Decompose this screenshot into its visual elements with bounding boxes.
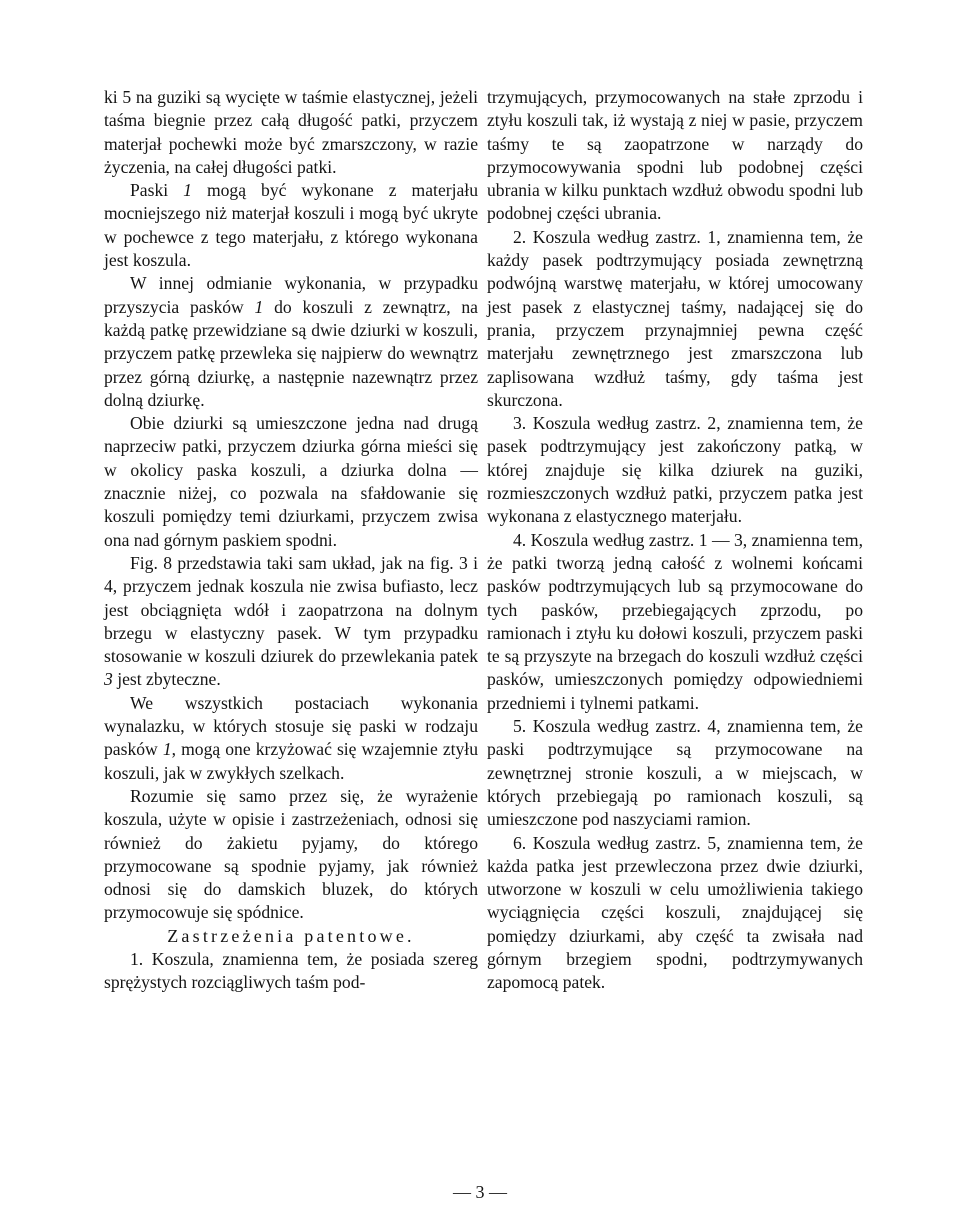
paragraph-rozumie: Rozumie się samo przez się, że wyrażenie koszula, użyte w opisie i zastrzeżeniach, odnosi się również do żakietu pyjamy, do którego przymocowane są spodnie pyjamy, jak również odnosi się do damskich bluzek, do których przymocowuje się spódnice. (104, 785, 478, 923)
text: Fig. 8 przedstawia taki sam układ, jak na fig. 3 i 4, przyczem jednak koszula nie zwisa bufiasto, lecz jest obciągnięta wdół i zaopatrzona na dolnym brzegu w elastyczny pasek. W tym przypadku stosowanie w koszuli dziurek do przewlekania patek (104, 552, 478, 667)
text: jest zbyteczne. (112, 669, 221, 690)
claim-3: 3. Koszula według zastrz. 2, znamienna tem, że pasek podtrzymujący jest zakończony patką, w której znajduje się kilka dziurek na guziki, rozmieszczonych wzdłuż patki, przyczem patka jest wykonana z elastycznego materjału. (487, 413, 863, 527)
claim-1-continuation: trzymujących, przymocowanych na stałe zprzodu i ztyłu koszuli tak, iż wystają z niej w pasie, przyczem taśmy te są zaopatrzone w narządy do przymocowywania spodni lub podobnej części ubrania w kilku punktach wzdłuż obwodu spodni lub podobnej części ubrania. (487, 87, 863, 224)
reference-number: 1 (183, 180, 192, 201)
paragraph-paski (104, 179, 478, 272)
text: do koszuli z zewnątrz, na każdą patkę przewidziane są dwie dziurki w koszuli, przyczem patkę przewleka się najpierw do wewnątrz przez górną dziurkę, a następnie nazewnątrz przez dolną dziurkę. (104, 296, 478, 410)
left-column (104, 86, 478, 995)
paragraph-postaciach (104, 692, 478, 785)
claim-1: 1. Koszula, znamienna tem, że posiada szereg sprężystych rozciągliwych taśm pod- (104, 948, 478, 993)
page-number: — 3 — (453, 1182, 507, 1202)
text: We wszystkich postaciach wykonania wynalazku, w których stosuje się paski w rodzaju pasków (104, 692, 478, 760)
right-column (487, 86, 863, 995)
reference-number: 1 (254, 296, 264, 317)
paragraph-fig8 (104, 552, 478, 692)
paragraph-dziurki: Obie dziurki są umieszczone jedna nad drugą naprzeciw patki, przyczem dziurka górna mieści się w okolicy paska koszuli, a dziurka dolna — znacznie niżej, co pozwala na sfałdowanie się koszuli pomiędzy temi dziurkami, przyczem zwisa ona nad górnym paskiem spodni. (104, 413, 478, 550)
paragraph-odmiana (104, 272, 478, 412)
claim-6: 6. Koszula według zastrz. 5, znamienna tem, że każda patka jest przewleczona przez dwie dziurki, utworzone w koszuli w celu umożliwienia takiego wyciągnięcia części koszuli, znajdującej się pomiędzy dziurkami, aby część ta zwisała nad górnym brzegiem spodni, podtrzymywanych zapomocą patek. (487, 832, 863, 993)
text: Paski (130, 180, 184, 201)
text: mogą być wykonane z materjału mocniejszego niż materjał koszuli i mogą być ukryte w pochewce z tego materjału, z którego wykonana jest koszula. (104, 180, 478, 271)
paragraph-continuation: ki 5 na guziki są wycięte w taśmie elastycznej, jeżeli taśma biegnie przez całą długość patki, przyczem materjał pochewki może być zmarszczony, w razie życzenia, na całej długości patki. (104, 87, 478, 177)
reference-number: 3 (104, 669, 113, 690)
claims-heading: Zastrzeżenia patentowe. (167, 925, 415, 946)
text: W innej odmianie wykonania, w przypadku przyszycia pasków (104, 273, 478, 317)
reference-number: 1 (162, 739, 172, 760)
claim-2: 2. Koszula według zastrz. 1, znamienna tem, że każdy pasek podtrzymujący posiada zewnętrzną podwójną warstwę materjału, w której umocowany jest pasek z elastycznej taśmy, nadającej się do prania, przyczem przynajmniej pewna część materjału zewnętrznego jest zmarszczona lub zaplisowana wzdłuż taśmy, gdy taśma jest skurczona. (487, 226, 863, 410)
claim-5: 5. Koszula według zastrz. 4, znamienna tem, że paski podtrzymujące są przymocowane na zewnętrznej stronie koszuli, a w miejscach, w których przebiegają po ramionach koszuli, są umieszczone pod naszyciami ramion. (487, 716, 863, 830)
text: , mogą one krzyżować się wzajemnie ztyłu koszuli, jak w zwykłych szelkach. (104, 739, 478, 783)
claim-4: 4. Koszula według zastrz. 1 — 3, znamienna tem, że patki tworzą jedną całość z wolnemi końcami pasków podtrzymujących lub są przymocowane do tych pasków, przebiegających zprzodu, po ramionach i ztyłu ku dołowi koszuli, przyczem paski te są przyszyte na brzegach do koszuli wzdłuż części pasków, umieszczonych pomiędzy odpowiedniemi przedniemi i tylnemi patkami. (487, 529, 863, 713)
